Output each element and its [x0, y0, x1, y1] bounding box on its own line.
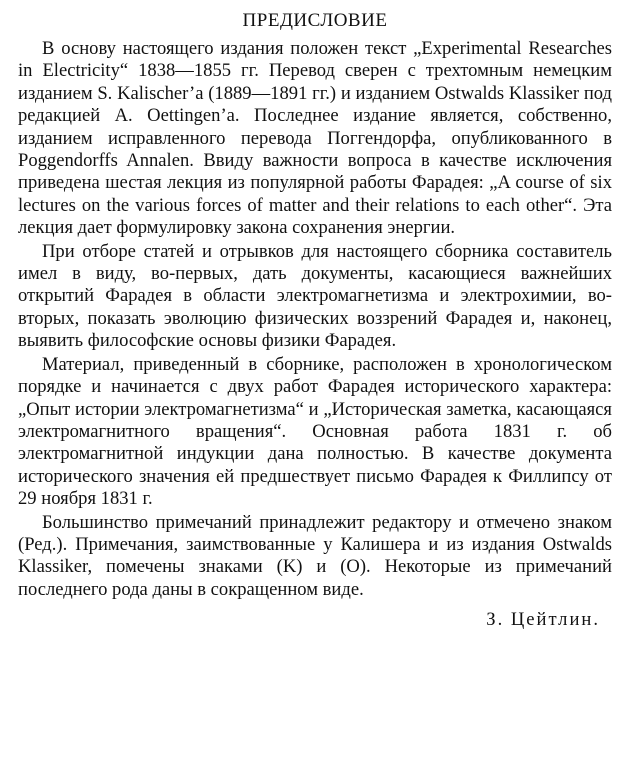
paragraph-material: Материал, приведенный в сборнике, расположен в хронологическом порядке и начинается с двух работ Фарадея исторического характера: „Опыт истории электромагнетизма“ и „Историческая заметка, касающаяся электромагнитного вращения“. Основная работа 1831 г. об электромагнитной индукции дана полностью. В качестве документа исторического значения ей предшествует письмо Фарадея к Филлипсу от 29 ноября 1831 г.	[18, 353, 612, 510]
paragraph-sources: В основу настоящего издания положен текст „Experimental Researches in Electricity“ 1838—1855 гг. Перевод сверен с трехтомным немецким изданием S. Kalischer’a (1889—1891 гг.) и изданием Ostwalds Klassiker под редакцией A. Oettingen’a. Последнее издание является, собственно, изданием исправленного перевода Поггендорфа, опубликованного в Poggendorffs Annalen. Ввиду важности вопроса в качестве исключения приведена шестая лекция из популярной работы Фарадея: „A course of six lectures on the various forces of matter and their relations to each other“. Эта лекция дает формулировку закона сохранения энергии.	[18, 38, 612, 239]
paragraph-selection: При отборе статей и отрывков для настоящего сборника составитель имел в виду, во-первых, дать документы, касающиеся важнейших открытий Фарадея в области электромагнетизма и электрохимии, во-вторых, показать эволюцию физических воззрений Фарадея и, наконец, выявить философские основы физики Фарадея.	[18, 240, 612, 352]
preface-page	[18, 8, 612, 631]
paragraph-notes: Большинство примечаний принадлежит редактору и отмечено знаком (Ред.). Примечания, заимствованные у Калишера и из издания Ostwalds Klassiker, помечены знаками (K) и (O). Некоторые из примечаний последнего рода даны в сокращенном виде.	[18, 511, 612, 600]
page-title: ПРЕДИСЛОВИЕ	[242, 10, 388, 31]
author-signature: З. Цейтлин.	[486, 609, 600, 631]
